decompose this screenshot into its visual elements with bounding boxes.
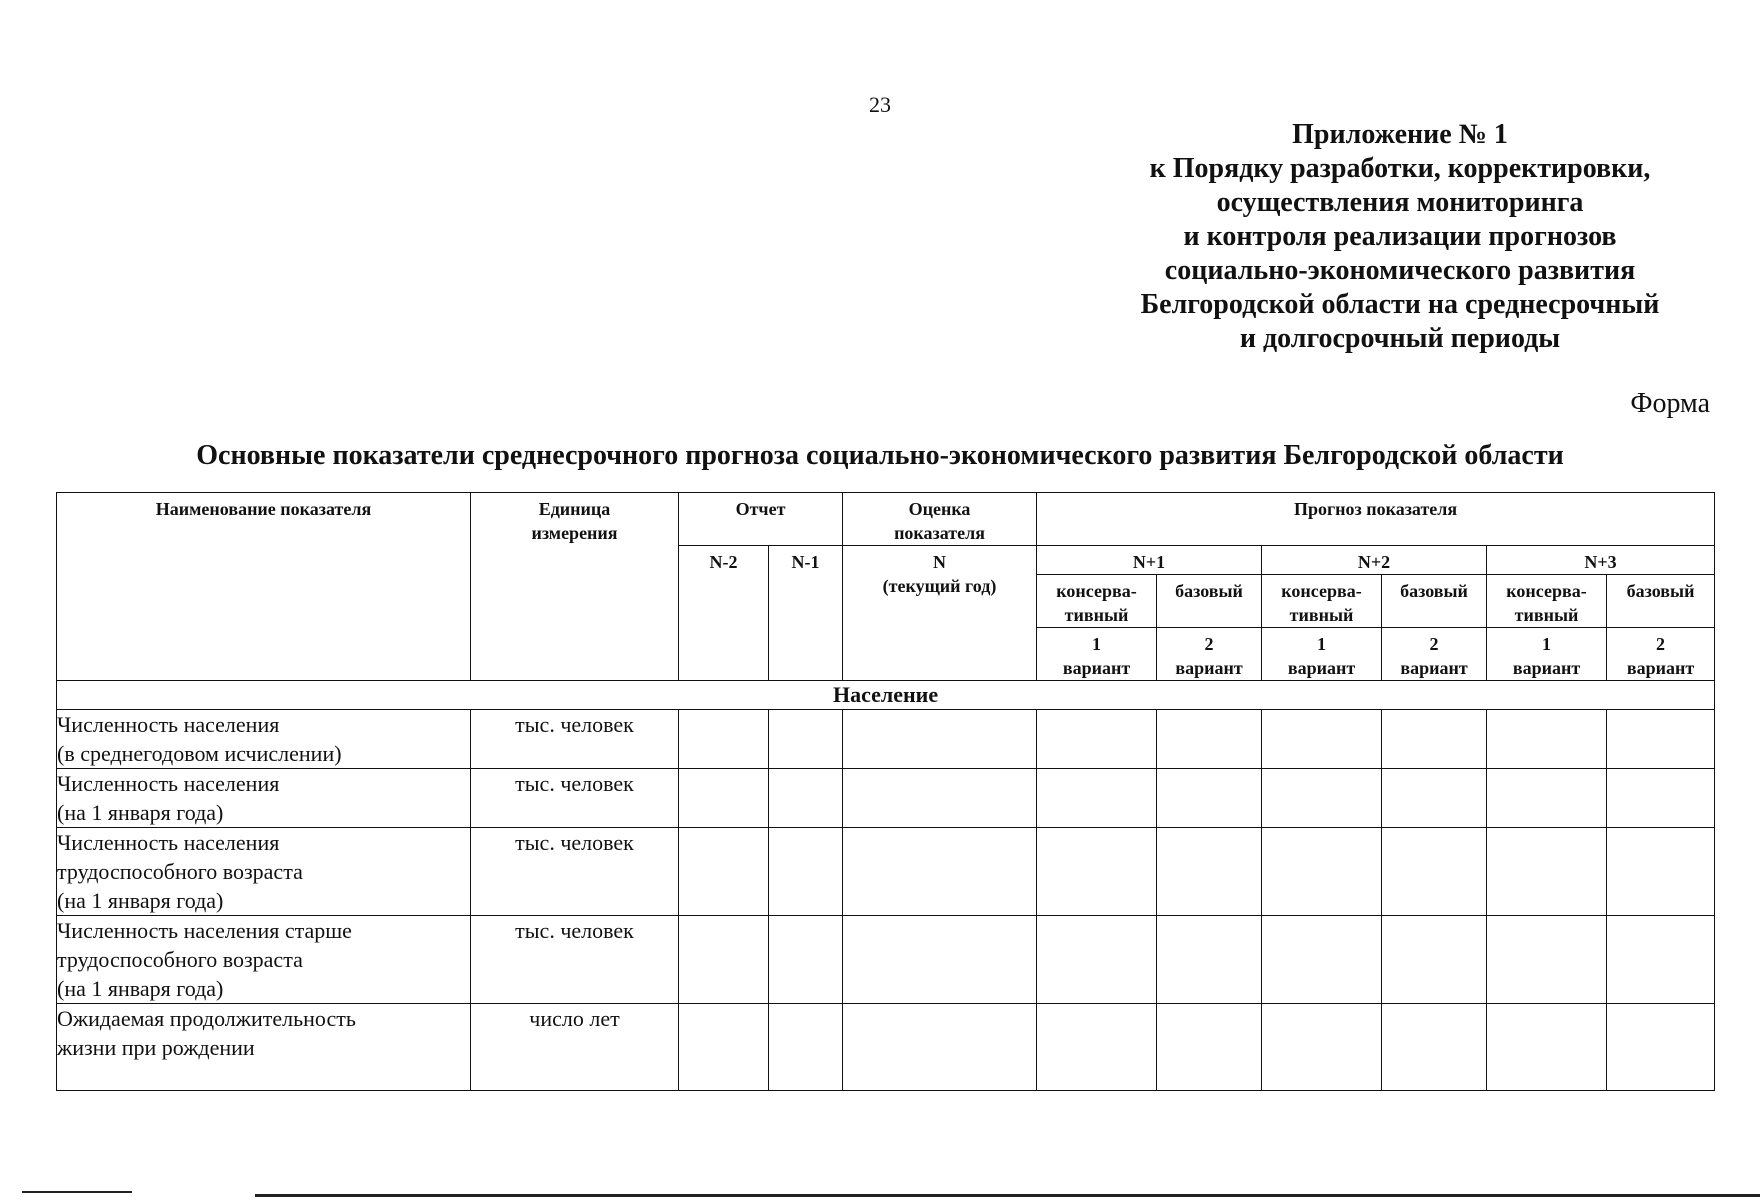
indicator-name-cell — [57, 916, 471, 1004]
value-cell — [843, 769, 1037, 828]
value-cell — [1487, 828, 1607, 916]
header-indicator-name: Наименование показателя — [57, 493, 471, 681]
annex-line: Приложение № 1 — [1292, 119, 1508, 150]
value-cell — [769, 828, 843, 916]
value-cell — [843, 828, 1037, 916]
header-conservative — [1037, 575, 1157, 628]
value-cell — [1262, 710, 1382, 769]
value-cell — [1487, 710, 1607, 769]
value-cell — [843, 1004, 1037, 1091]
annex-block — [1100, 118, 1700, 356]
header-variant-line: вариант — [1175, 658, 1243, 678]
header-conservative-line: консерва- — [1506, 581, 1587, 601]
value-cell — [1607, 710, 1715, 769]
value-cell — [1487, 1004, 1607, 1091]
header-n-current-line: (текущий год) — [882, 576, 997, 596]
header-variant-line: 2 — [1429, 634, 1439, 654]
value-cell — [843, 710, 1037, 769]
header-variant-line: вариант — [1626, 658, 1695, 678]
indicator-name-line: Ожидаемая продолжительность — [57, 1006, 356, 1031]
header-variant-line: вариант — [1287, 658, 1356, 678]
indicator-name-line: (на 1 января года) — [57, 800, 224, 825]
header-estimate-line: показателя — [894, 523, 985, 543]
indicator-name-line: трудоспособного возраста — [57, 859, 303, 884]
value-cell — [1262, 916, 1382, 1004]
indicator-name-line: (на 1 января года) — [57, 888, 224, 913]
value-cell — [1382, 1004, 1487, 1091]
value-cell — [1382, 769, 1487, 828]
annex-line: к Порядку разработки, корректировки, — [1149, 153, 1651, 184]
value-cell — [1607, 769, 1715, 828]
form-label: Форма — [1630, 388, 1710, 419]
table-row — [57, 916, 1715, 1004]
value-cell — [1157, 769, 1262, 828]
table-row — [57, 828, 1715, 916]
header-n-current — [843, 546, 1037, 681]
value-cell — [1037, 769, 1157, 828]
value-cell — [769, 769, 843, 828]
indicator-name-cell — [57, 769, 471, 828]
header-n-minus-1: N-1 — [769, 546, 843, 681]
indicator-name-line: Численность населения старше — [57, 918, 352, 943]
annex-line: Белгородской области на среднесрочный — [1140, 289, 1660, 320]
value-cell — [769, 1004, 843, 1091]
header-conservative-line: консерва- — [1281, 581, 1362, 601]
header-conservative — [1262, 575, 1382, 628]
annex-line: и долгосрочный периоды — [1239, 323, 1561, 354]
header-variant-line: 1 — [1092, 634, 1102, 654]
header-variant-line: вариант — [1512, 658, 1581, 678]
value-cell — [679, 769, 769, 828]
header-conservative-line: тивный — [1514, 605, 1579, 625]
unit-cell: тыс. человек — [471, 710, 679, 769]
header-base: базовый — [1157, 575, 1262, 628]
document-title: Основные показатели среднесрочного прогноза социально-экономического развития Белгородской области — [196, 440, 1564, 471]
header-variant-line: вариант — [1400, 658, 1468, 678]
indicator-name-line: трудоспособного возраста — [57, 947, 303, 972]
indicators-table — [56, 492, 1715, 1091]
table-row — [57, 769, 1715, 828]
annex-line: социально-экономического развития — [1164, 255, 1636, 286]
header-estimate-line: Оценка — [908, 499, 971, 519]
header-variant-line: 2 — [1656, 634, 1666, 654]
indicator-name-line: Численность населения — [57, 712, 280, 737]
value-cell — [1607, 1004, 1715, 1091]
indicator-name-line: (в среднегодовом исчислении) — [57, 741, 342, 766]
indicator-name-cell — [57, 828, 471, 916]
header-unit-line: измерения — [531, 523, 618, 543]
value-cell — [1382, 916, 1487, 1004]
value-cell — [1037, 1004, 1157, 1091]
indicator-name-cell — [57, 710, 471, 769]
value-cell — [1157, 1004, 1262, 1091]
value-cell — [769, 916, 843, 1004]
header-variant-1 — [1487, 628, 1607, 681]
header-report: Отчет — [679, 493, 843, 546]
unit-cell: тыс. человек — [471, 769, 679, 828]
indicator-name-cell — [57, 1004, 471, 1091]
header-variant-line: 2 — [1204, 634, 1214, 654]
page-number: 23 — [869, 92, 891, 117]
value-cell — [1157, 916, 1262, 1004]
value-cell — [1262, 769, 1382, 828]
value-cell — [769, 710, 843, 769]
indicator-name-line: Численность населения — [57, 830, 280, 855]
header-conservative-line: тивный — [1064, 605, 1129, 625]
header-conservative — [1487, 575, 1607, 628]
value-cell — [1157, 710, 1262, 769]
value-cell — [679, 916, 769, 1004]
value-cell — [843, 916, 1037, 1004]
value-cell — [1037, 710, 1157, 769]
header-unit-line: Единица — [538, 499, 611, 519]
indicator-name-line: (на 1 января года) — [57, 976, 224, 1001]
header-forecast: Прогноз показателя — [1037, 493, 1715, 546]
header-n-plus-2: N+2 — [1262, 546, 1487, 575]
value-cell — [679, 710, 769, 769]
header-conservative-line: тивный — [1289, 605, 1354, 625]
bottom-rule — [22, 1191, 132, 1193]
value-cell — [1157, 828, 1262, 916]
value-cell — [679, 1004, 769, 1091]
header-base: базовый — [1607, 575, 1715, 628]
value-cell — [1037, 828, 1157, 916]
value-cell — [1262, 828, 1382, 916]
table-row — [57, 710, 1715, 769]
table-row — [57, 1004, 1715, 1091]
header-base: базовый — [1382, 575, 1487, 628]
value-cell — [1262, 1004, 1382, 1091]
value-cell — [1037, 916, 1157, 1004]
header-conservative-line: консерва- — [1056, 581, 1137, 601]
value-cell — [1382, 710, 1487, 769]
annex-line: и контроля реализации прогнозов — [1183, 221, 1617, 252]
annex-line: осуществления мониторинга — [1216, 187, 1584, 218]
value-cell — [1487, 769, 1607, 828]
bottom-rule — [255, 1194, 1760, 1197]
value-cell — [1607, 916, 1715, 1004]
header-n-current-line: N — [933, 552, 947, 572]
value-cell — [1382, 828, 1487, 916]
value-cell — [1607, 828, 1715, 916]
header-variant-line: вариант — [1062, 658, 1131, 678]
section-heading: Население — [57, 681, 1715, 710]
value-cell — [679, 828, 769, 916]
header-n-plus-3: N+3 — [1487, 546, 1715, 575]
header-variant-2 — [1607, 628, 1715, 681]
header-variant-1 — [1262, 628, 1382, 681]
header-estimate — [843, 493, 1037, 546]
header-variant-1 — [1037, 628, 1157, 681]
unit-cell: тыс. человек — [471, 916, 679, 1004]
indicator-name-line: Численность населения — [57, 771, 280, 796]
unit-cell: тыс. человек — [471, 828, 679, 916]
unit-cell: число лет — [471, 1004, 679, 1091]
header-n-minus-2: N-2 — [679, 546, 769, 681]
header-variant-line: 1 — [1317, 634, 1327, 654]
header-variant-2 — [1157, 628, 1262, 681]
header-unit — [471, 493, 679, 681]
header-variant-line: 1 — [1542, 634, 1552, 654]
header-variant-2 — [1382, 628, 1487, 681]
value-cell — [1487, 916, 1607, 1004]
header-n-plus-1: N+1 — [1037, 546, 1262, 575]
indicator-name-line: жизни при рождении — [57, 1035, 255, 1060]
